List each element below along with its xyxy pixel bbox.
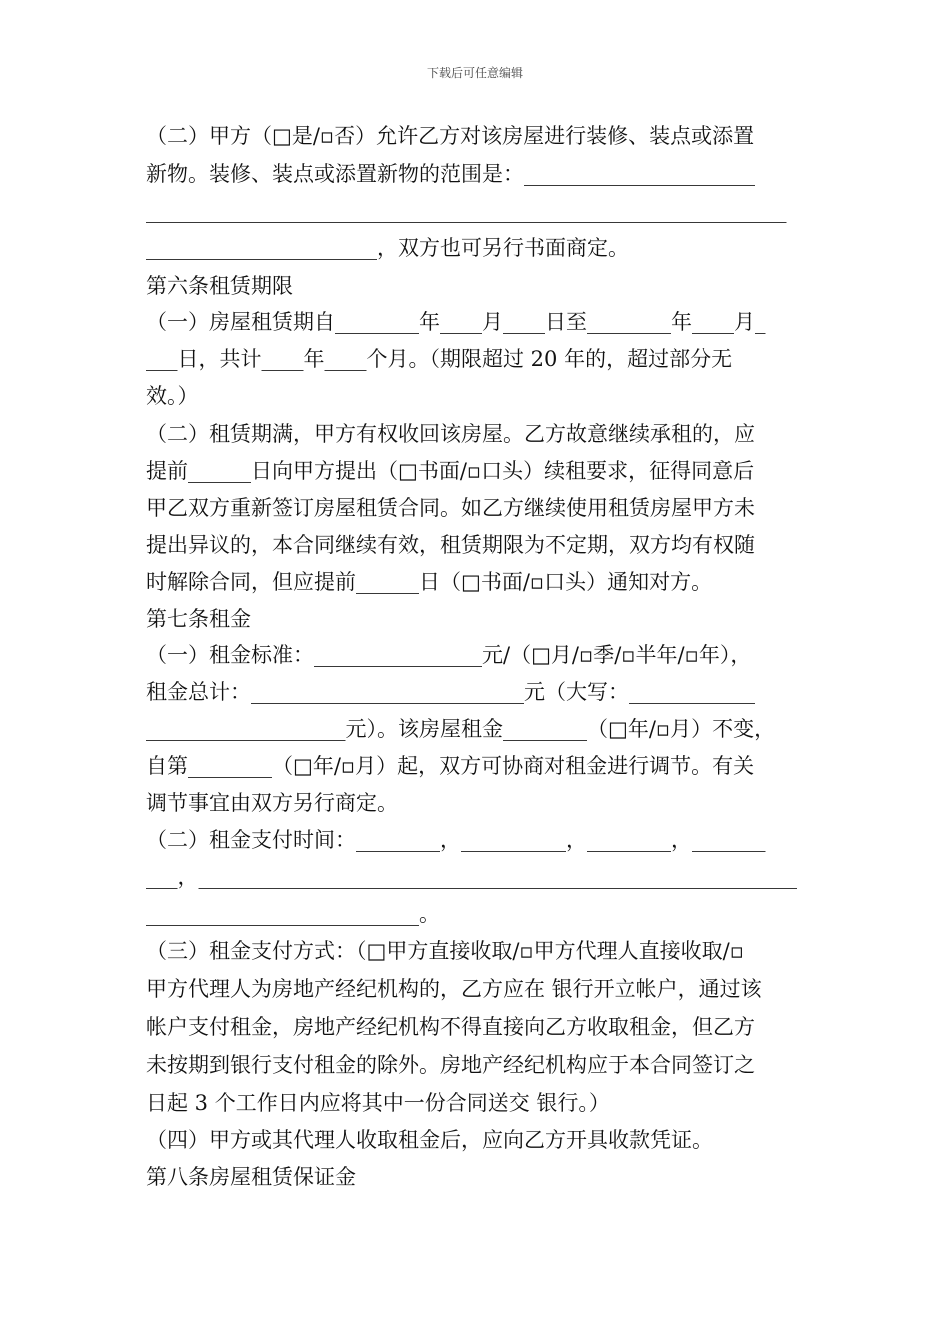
clause-5-2-line-1: （二）甲方（□是/▫否）允许乙方对该房屋进行装修、装点或添置 — [146, 124, 755, 148]
clause-7-2-line-3: __________________________。 — [146, 902, 440, 926]
clause-7-1-line-5: 调节事宜由双方另行商定。 — [146, 791, 398, 815]
clause-7-3-line-4: 未按期到银行支付租金的除外。房地产经纪机构应于本合同签订之 — [146, 1053, 755, 1077]
clause-7-3-line-3: 帐户支付租金，房地产经纪机构不得直接向乙方收取租金，但乙方 — [146, 1015, 755, 1039]
clause-6-1-line-2: ___日，共计____年____个月。（期限超过 20 年的，超过部分无 — [146, 347, 733, 371]
clause-7-3-line-2: 甲方代理人为房地产经纪机构的，乙方应在 银行开立帐户，通过该 — [146, 977, 762, 1001]
clause-6-1-line-3: 效。） — [146, 384, 199, 408]
clause-7-1-line-2: 租金总计：__________________________元（大写：____________ — [146, 680, 755, 704]
article-8-heading: 第八条房屋租赁保证金 — [146, 1165, 356, 1189]
clause-5-2-line-3: _____________________________________________________________ — [146, 199, 787, 223]
clause-6-2-line-2: 提前______日向甲方提出（□书面/▫口头）续租要求，征得同意后 — [146, 459, 755, 483]
clause-6-2-line-1: （二）租赁期满，甲方有权收回该房屋。乙方故意继续承租的，应 — [146, 422, 755, 446]
clause-6-2-line-3: 甲乙双方重新签订房屋租赁合同。如乙方继续使用租赁房屋甲方未 — [146, 496, 755, 520]
clause-7-1-line-1: （一）租金标准：________________元/（□月/▫季/▫半年/▫年）， — [146, 643, 752, 667]
clause-7-1-line-4: 自第________（□年/▫月）起，双方可协商对租金进行调节。有关 — [146, 754, 755, 778]
article-6-heading: 第六条租赁期限 — [146, 274, 293, 298]
clause-7-4-line-1: （四）甲方或其代理人收取租金后，应向乙方开具收款凭证。 — [146, 1128, 713, 1152]
clause-7-1-line-3: ___________________元）。该房屋租金________（□年/▫月）不变， — [146, 717, 776, 741]
article-7-heading: 第七条租金 — [146, 607, 251, 631]
clause-7-3-line-5: 日起 3 个工作日内应将其中一份合同送交 银行。） — [146, 1091, 610, 1115]
clause-5-2-line-2: 新物。装修、装点或添置新物的范围是：______________________ — [146, 162, 755, 186]
clause-6-2-line-5: 时解除合同，但应提前______日（□书面/▫口头）通知对方。 — [146, 570, 713, 594]
clause-7-2-line-2: ___，_________________________________________________________ — [146, 865, 797, 889]
clause-7-2-line-1: （二）租金支付时间：________，__________，________，_______ — [146, 828, 766, 852]
clause-6-1-line-1: （一）房屋租赁期自________年____月____日至________年____月_ — [146, 310, 766, 334]
clause-6-2-line-4: 提出异议的，本合同继续有效，租赁期限为不定期，双方均有权随 — [146, 533, 755, 557]
clause-7-3-line-1: （三）租金支付方式：（□甲方直接收取/▫甲方代理人直接收取/▫ — [146, 939, 744, 963]
clause-5-2-line-4: ______________________，双方也可另行书面商定。 — [146, 236, 629, 260]
page-header: 下载后可任意编辑 — [426, 66, 523, 80]
